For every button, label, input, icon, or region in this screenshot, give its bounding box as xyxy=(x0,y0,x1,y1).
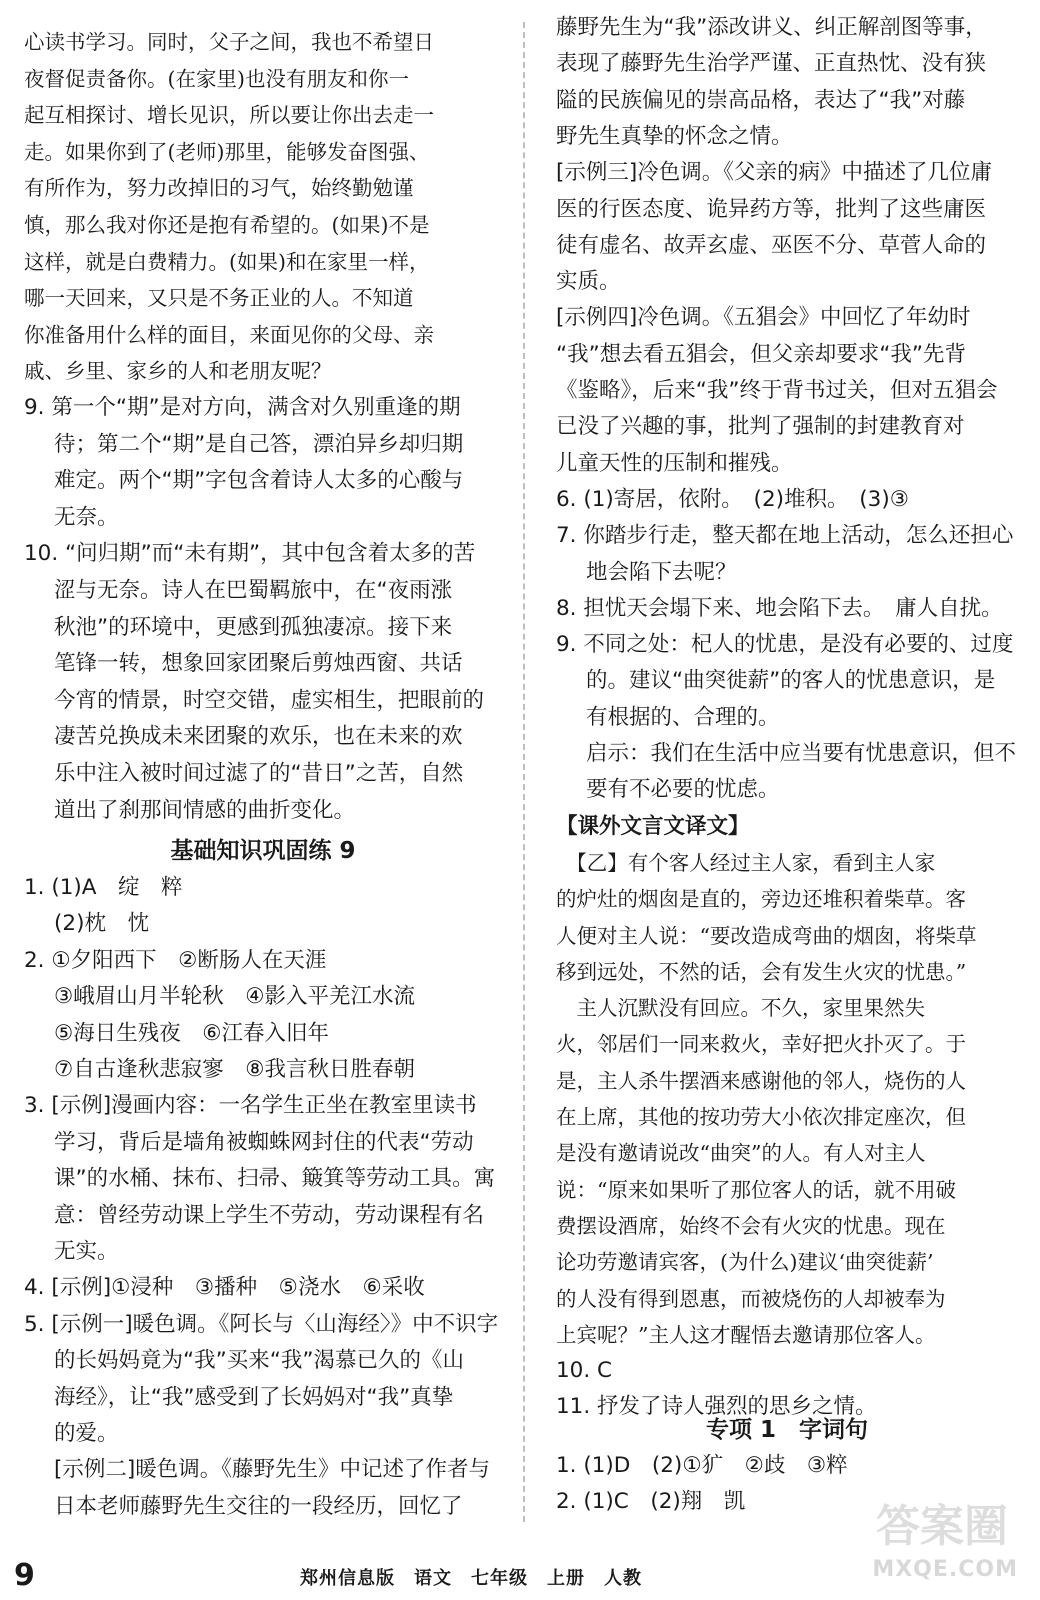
watermark-logo: 答案圈 xyxy=(876,1501,1008,1552)
text-line: (2)枕 忱 xyxy=(54,911,149,937)
text-line: 地会陷下去呢？ xyxy=(586,559,737,585)
text-line: 有所作为，努力改掉旧的习气，始终勤勉谨 xyxy=(24,176,414,201)
text-line: ③峨眉山月半轮秋 ④影入平羌江水流 xyxy=(54,984,416,1010)
text-line: 10. “问归期”而“未有期”，其中包含着太多的苦 xyxy=(24,541,476,567)
text-line: 起互相探讨、增长见识，所以要让你出去走一 xyxy=(24,103,434,128)
text-line: 1. (1)A 绽 粹 xyxy=(24,875,183,900)
text-line: 2. (1)C (2)翔 凯 xyxy=(556,1489,746,1514)
text-line: 9. 不同之处：杞人的忧患，是没有必要的、过度 xyxy=(556,632,1014,658)
text-line: 藤野先生为“我”添改讲义、纠正解剖图等事， xyxy=(556,15,987,40)
text-line: 9. 第一个“期”是对方向，满含对久别重逢的期 xyxy=(24,395,461,420)
text-line: 6. (1)寄居，依附。 (2)堆积。 (3)③ xyxy=(556,486,909,512)
text-line: “我”想去看五猖会，但父亲却要求“我”先背 xyxy=(556,341,967,367)
text-line: 难定。两个“期”字包含着诗人太多的心酸与 xyxy=(54,468,464,494)
text-line: 有根据的、合理的。 xyxy=(586,704,780,730)
text-line: 的爱。 xyxy=(54,1421,119,1446)
text-line: 儿童天性的压制和摧残。 xyxy=(556,450,793,476)
section-heading: 基础知识巩固练 9 xyxy=(170,838,356,864)
text-line: 说：“原来如果听了那位客人的话，就不用破 xyxy=(556,1177,956,1202)
text-line: 已没了兴趣的事，批判了强制的封建教育对 xyxy=(556,414,965,440)
text-line: 这样，就是白费精力。(如果)和在家里一样， xyxy=(24,249,430,274)
text-line: 课”的水桶、抹布、扫帚、簸箕等劳动工具。寓 xyxy=(54,1166,496,1192)
text-line: 10. C xyxy=(556,1358,613,1384)
text-line: 启示：我们在生活中应当要有忧患意识，但不 xyxy=(586,741,1017,766)
text-line: 火，邻居们一同来救火，幸好把火扑灭了。于 xyxy=(556,1032,966,1057)
text-line: 无奈。 xyxy=(54,504,119,530)
text-line: 道出了刹那间情感的曲折变化。 xyxy=(54,797,356,823)
text-line: 意：曾经劳动课上学生不劳动，劳动课程有名 xyxy=(54,1202,485,1228)
text-line: 学习，背后是墙角被蜘蛛网封住的代表“劳动 xyxy=(54,1129,474,1155)
watermark xyxy=(868,1490,1018,1586)
watermark-site: MXQE.COM xyxy=(872,1557,1018,1582)
text-line: 心读书学习。同时，父子之间，我也不希望日 xyxy=(24,30,434,54)
text-line: 的长妈妈竟为“我”买来“我”渴慕已久的《山 xyxy=(54,1348,465,1374)
text-line: 笔锋一转，想象回家团聚后剪烛西窗、共话 xyxy=(54,651,463,677)
text-line: [示例四]冷色调。《五猖会》中回忆了年幼时 xyxy=(556,305,971,331)
text-line: 凄苦兑换成未来团聚的欢乐，也在未来的欢 xyxy=(54,724,463,750)
text-line: ⑤海日生残夜 ⑥江春入旧年 xyxy=(54,1020,330,1046)
text-line: 走。如果你到了(老师)那里，能够发奋图强、 xyxy=(24,139,430,164)
text-line: 4. [示例]①浸种 ③播种 ⑤浇水 ⑥采收 xyxy=(24,1275,425,1301)
text-line: 《鉴略》，后来“我”终于背书过关，但对五猖会 xyxy=(556,378,998,403)
text-line: 今宵的情景，时空交错，虚实相生，把眼前的 xyxy=(54,687,485,713)
text-line: 11. 抒发了诗人强烈的思乡之情。 xyxy=(556,1394,877,1420)
footer-edition-info: 郑州信息版 语文 七年级 上册 人教 xyxy=(300,1568,642,1589)
text-line: 【课外文言文译文】 xyxy=(556,813,750,839)
text-line: 隘的民族偏见的崇高品格，表达了“我”对藤 xyxy=(556,87,966,113)
text-line: 表现了藤野先生治学严谨、正直热忱、没有狭 xyxy=(556,51,987,77)
text-line: 要有不必要的忧虑。 xyxy=(586,777,780,803)
text-line: 日本老师藤野先生交往的一段经历，回忆了 xyxy=(54,1493,463,1519)
text-line: 实质。 xyxy=(556,269,621,295)
text-line: 乐中注入被时间过滤了的“昔日”之苦，自然 xyxy=(54,761,464,786)
text-line: 论功劳邀请宾客，(为什么)建议‘曲突徙薪’ xyxy=(556,1250,934,1275)
page-number: 9 xyxy=(14,1558,35,1593)
text-line: 费摆设酒席，始终不会有火灾的忧患。现在 xyxy=(556,1213,946,1238)
text-line: 哪一天回来，又只是不务正业的人。不知道 xyxy=(24,286,414,311)
text-line: 在上席，其他的按功劳大小依次排定座次，但 xyxy=(556,1105,966,1129)
section-heading: 专项 1 字词句 xyxy=(705,1417,868,1443)
text-line: 7. 你踏步行走，整天都在地上活动，怎么还担心 xyxy=(556,523,1014,549)
text-line: 的炉灶的烟囱是直的，旁边还堆积着柴草。客 xyxy=(556,887,966,912)
text-line: 【乙】有个客人经过主人家，看到主人家 xyxy=(556,850,936,875)
text-line: 人便对主人说：“要改造成弯曲的烟囱，将柴草 xyxy=(556,923,977,948)
text-line: 秋池”的环境中，更感到孤独凄凉。接下来 xyxy=(54,614,453,640)
text-line: 涩与无奈。诗人在巴蜀羁旅中，在“夜雨涨 xyxy=(54,578,453,603)
text-line: 2. ①夕阳西下 ②断肠人在天涯 xyxy=(24,947,327,973)
text-line: 1. (1)D (2)①犷 ②歧 ③粹 xyxy=(556,1453,848,1478)
text-line: 5. [示例一]暖色调。《阿长与〈山海经〉》中不识字 xyxy=(24,1311,499,1337)
text-line: 戚、乡里、家乡的人和老朋友呢？ xyxy=(24,359,332,384)
text-line: 慎，那么我对你还是抱有希望的。(如果)不是 xyxy=(24,213,430,237)
text-line: 上宾呢？”主人这才醒悟去邀请那位客人。 xyxy=(556,1322,936,1347)
text-line: 3. [示例]漫画内容：一名学生正坐在教室里读书 xyxy=(24,1093,477,1119)
text-line: 夜督促责备你。(在家里)也没有朋友和你一 xyxy=(24,66,409,91)
text-line: 移到远处，不然的话，会有发生火灾的忧患。” xyxy=(556,959,967,984)
text-line: 8. 担忧天会塌下来、地会陷下去。 庸人自扰。 xyxy=(556,595,1003,621)
text-line: 的人没有得到恩惠，而被烧伤的人却被奉为 xyxy=(556,1286,946,1311)
text-line: 是没有邀请说改“曲突”的人。有人对主人 xyxy=(556,1141,926,1166)
text-line: 你准备用什么样的面目，来面见你的父母、亲 xyxy=(24,322,434,347)
text-line: 主人沉默没有回应。不久，家里果然失 xyxy=(556,996,925,1021)
text-line: 是，主人杀牛摆酒来感谢他的邻人，烧伤的人 xyxy=(556,1068,966,1093)
text-line: 无实。 xyxy=(54,1239,119,1264)
text-line: ⑦自古逢秋悲寂寥 ⑧我言秋日胜春朝 xyxy=(54,1057,416,1082)
text-line: 的。建议“曲突徙薪”的客人的忧患意识，是 xyxy=(586,668,996,694)
text-line: 待；第二个“期”是自己答，漂泊异乡却归期 xyxy=(54,431,464,457)
text-line: 医的行医态度、诡异药方等，批判了这些庸医 xyxy=(556,196,987,222)
text-line: 徒有虚名、故弄玄虚、巫医不分、草菅人命的 xyxy=(556,232,987,258)
text-line: [示例三]冷色调。《父亲的病》中描述了几位庸 xyxy=(556,160,993,186)
text-line: [示例二]暖色调。《藤野先生》中记述了作者与 xyxy=(54,1457,491,1483)
text-line: 野先生真挚的怀念之情。 xyxy=(556,123,793,149)
text-line: 海经》，让“我”感受到了长妈妈对“我”真挚 xyxy=(54,1384,454,1410)
